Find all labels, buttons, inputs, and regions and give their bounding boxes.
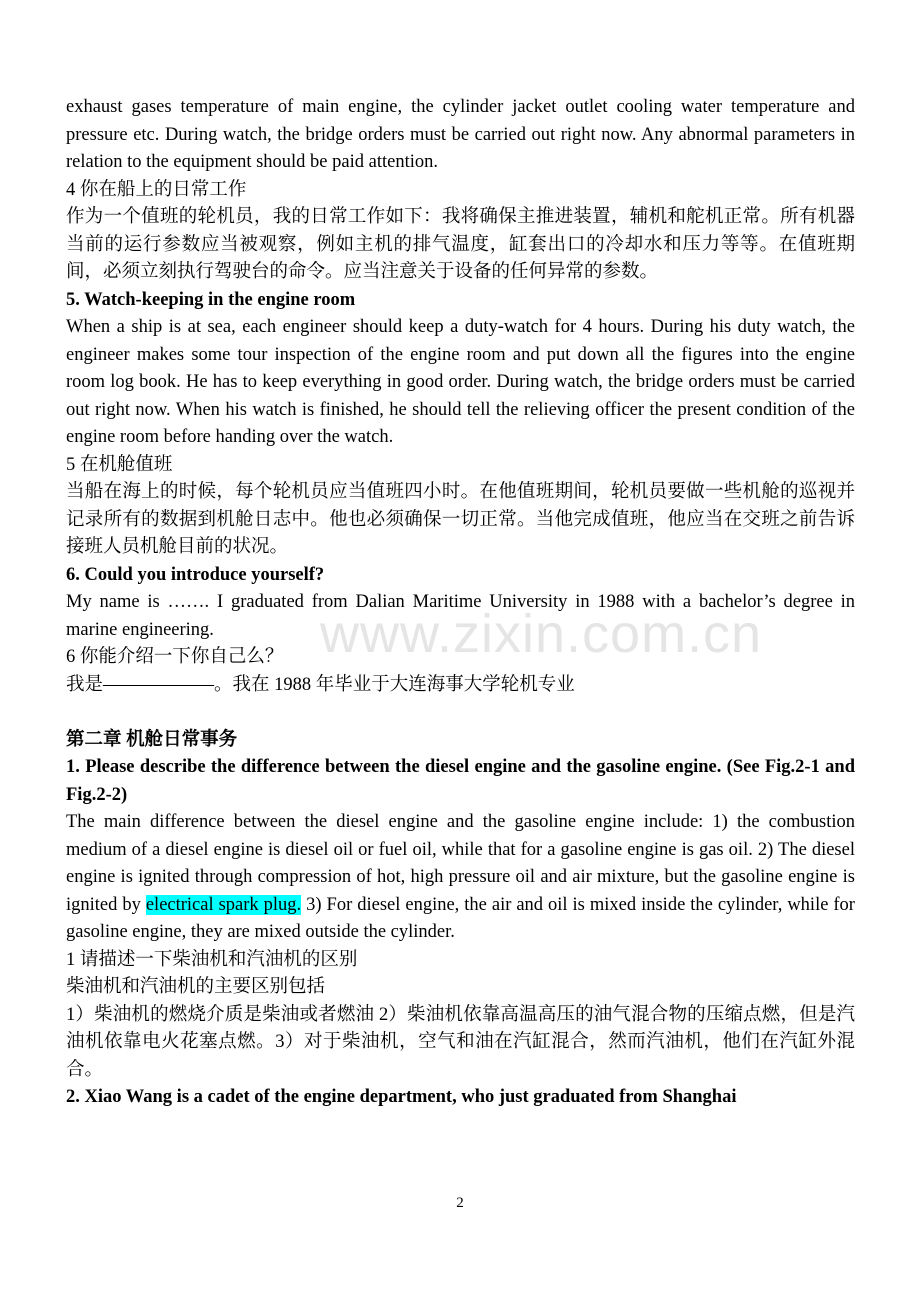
heading-5-en: 5. Watch-keeping in the engine room bbox=[66, 289, 356, 310]
page-number: 2 bbox=[456, 1195, 464, 1211]
paragraph-watch-duties-en-end: exhaust gases temperature of main engine, the cylinder jacket outlet cooling water temperature and pressure etc. During watch, the bridge orders must be carried out right now. Any abnormal parameters in relation to the equipment should be paid attention. bbox=[66, 97, 855, 172]
answer-text-continued: 3) For diesel engine, the air and oil is mixed inside the cylinder, while for gasoline engine, they are mixed outside the cylinder. bbox=[66, 894, 855, 942]
watermark: www.zixin.com.cn bbox=[320, 604, 763, 664]
answer-text: The main difference between the diesel engine and the gasoline engine include: 1) the combustion medium of a diesel engine is diesel oil or fuel oil, while that for a gasoline engine is gas oil. 2) The diesel engine is ignited through compression of hot, high pressure oil and air mixture, but the gasoline engine is ignited by bbox=[66, 812, 855, 915]
paragraph-6-cn: 我是——————。我在 1988 年毕业于大连海事大学轮机专业 bbox=[66, 674, 575, 695]
paragraph-4-cn: 作为一个值班的轮机员，我的日常工作如下：我将确保主推进装置，辅机和舵机正常。所有机器当前的运行参数应当被观察，例如主机的排气温度，缸套出口的冷却水和压力等等。在值班期间，必须立刻执行驾驶台的命令。应当注意关于设备的任何异常的参数。 bbox=[66, 207, 855, 282]
paragraph-6-en: My name is ……. I graduated from Dalian Maritime University in 1988 with a bachelor’s degree in marine engineering. bbox=[66, 592, 855, 640]
heading-6-en: 6. Could you introduce yourself? bbox=[66, 564, 325, 585]
chapter-title: 第二章 机舱日常事务 bbox=[66, 729, 238, 750]
blank-line bbox=[66, 699, 855, 727]
question-1-cn-answer: 1）柴油机的燃烧介质是柴油或者燃油 2）柴油机依靠高温高压的油气混合物的压缩点燃，但是汽油机依靠电火花塞点燃。3）对于柴油机，空气和油在汽缸混合，然而汽油机，他们在汽缸外混合。 bbox=[66, 1004, 855, 1080]
heading-4-cn: 4 你在船上的日常工作 bbox=[66, 179, 247, 200]
question-1-cn-title: 1 请描述一下柴油机和汽油机的区别 bbox=[66, 949, 358, 970]
highlighted-text: electrical spark plug. bbox=[145, 894, 302, 915]
heading-6-cn: 6 你能介绍一下你自己么？ bbox=[66, 647, 284, 667]
paragraph-5-en: When a ship is at sea, each engineer should keep a duty-watch for 4 hours. During his duty watch, the engineer makes some tour inspection of the engine room and put down all the figures into the engine room log book. He has to keep everything in good order. During watch, the bridge orders must be carried out right now. When his watch is finished, he should tell the relieving officer the present condition of the engine room before handing over the watch. bbox=[66, 317, 855, 447]
question-2-title: 2. Xiao Wang is a cadet of the engine department, who just graduated from Shanghai bbox=[66, 1087, 737, 1107]
paragraph-5-cn: 当船在海上的时候，每个轮机员应当值班四小时。在他值班期间，轮机员要做一些机舱的巡视并记录所有的数据到机舱日志中。他也必须确保一切正常。当他完成值班，他应当在交班之前告诉接班人员机舱目前的状况。 bbox=[66, 482, 855, 557]
question-1-cn-intro: 柴油机和汽油机的主要区别包括 bbox=[66, 977, 326, 997]
heading-5-cn: 5 在机舱值班 bbox=[66, 454, 173, 475]
question-1-answer bbox=[66, 809, 855, 947]
question-1-title: 1. Please describe the difference between the diesel engine and the gasoline engine. (See Fig.2-1 and Fig.2-2) bbox=[66, 757, 855, 805]
